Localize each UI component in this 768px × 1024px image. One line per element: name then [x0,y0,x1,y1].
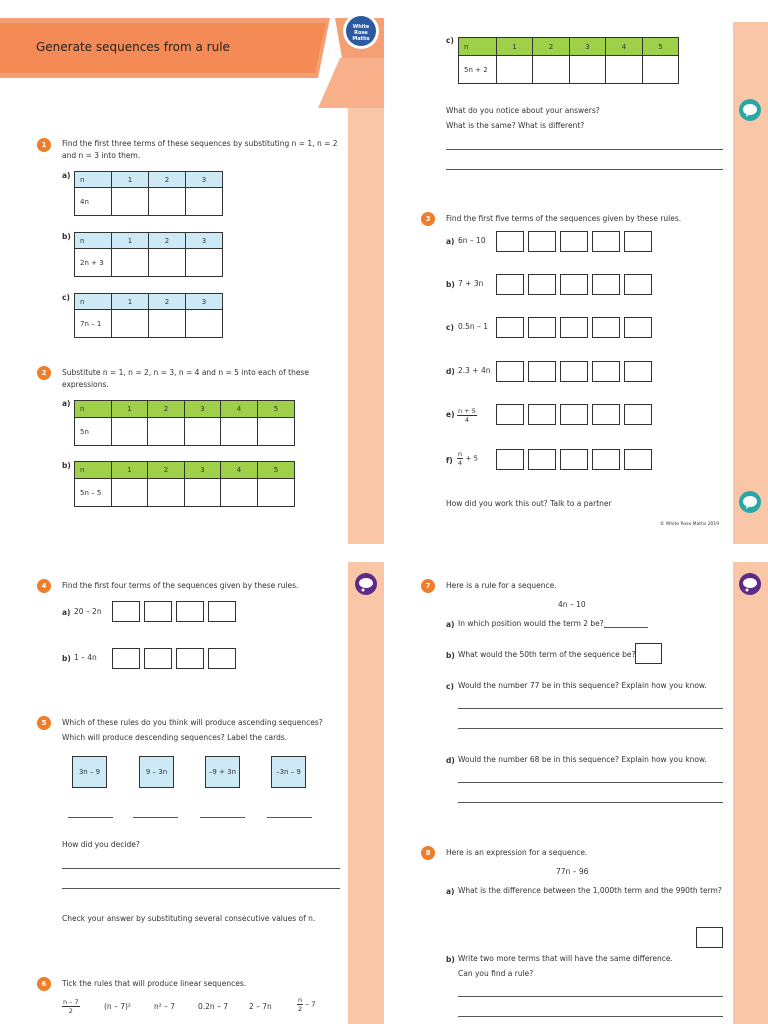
q1b-table [74,232,223,277]
answer-cell[interactable] [149,310,186,338]
q3-answer-box[interactable] [592,361,620,382]
answer-line[interactable] [458,996,723,997]
q2-notice-line2: What is the same? What is different? [446,121,585,130]
q8-text: Here is an expression for a sequence. [446,848,588,857]
q1c-label: c) [62,293,70,302]
card-label-line[interactable] [68,817,113,818]
header-cell: 3 [185,401,221,418]
white-rose-logo: White Rose Maths [352,24,370,42]
card-label-line[interactable] [200,817,245,818]
q3e-label: e) [446,410,455,419]
q1c-table [74,293,223,338]
q6-rule-1 [62,996,80,1015]
q3-answer-box[interactable] [592,231,620,252]
q7b-answer-box[interactable] [635,643,662,664]
q3-answer-box[interactable] [592,274,620,295]
header-cell: 3 [185,462,221,479]
question-number-1: 1 [37,138,51,152]
header-cell: 2 [149,172,186,188]
answer-cell[interactable] [112,479,148,507]
thought-bubble-icon [354,572,378,596]
answer-cell[interactable] [149,249,186,277]
q4-text: Find the first four terms of the sequences given by these rules. [62,581,299,590]
answer-cell[interactable] [148,418,185,446]
answer-line[interactable] [458,802,723,803]
q7a-answer-line[interactable] [604,627,648,628]
q4b-label: b) [62,654,71,663]
answer-cell[interactable] [185,418,221,446]
q3c-label: c) [446,323,454,332]
header-cell: n [459,38,497,56]
answer-cell[interactable] [643,56,679,84]
q3b-rule: 7 + 3n [458,279,484,288]
q4a-label: a) [62,608,71,617]
q7b-label: b) [446,651,455,660]
header-cell: n [75,462,112,479]
q1-text-line1: Find the first three terms of these sequences by substituting n = 1, n = 2 [62,139,338,148]
right-stripe-bottom-right-page [733,562,768,1024]
answer-cell[interactable] [533,56,570,84]
q3-answer-box[interactable] [528,231,556,252]
q8b-label: b) [446,955,455,964]
answer-line[interactable] [458,728,723,729]
q6-rule-6 [297,996,316,1013]
q2b-label: b) [62,461,71,470]
header-cell: 5 [258,462,295,479]
q3f-fraction [457,450,478,467]
rule-card[interactable]: 9 – 3n [139,756,174,788]
header-cell: 4 [606,38,643,56]
header-cell: 1 [112,462,148,479]
answer-cell[interactable] [186,188,223,216]
header-banner [0,0,384,110]
fraction-numerator: n [458,450,463,458]
answer-line[interactable] [62,868,340,869]
q3-answer-box[interactable] [496,274,524,295]
answer-line[interactable] [62,888,340,889]
q3-answer-box[interactable] [496,231,524,252]
fraction-denominator: 2 [68,1007,73,1015]
header-cell: 4 [221,401,258,418]
q8a-answer-box[interactable] [696,927,723,948]
rule-card[interactable]: –3n – 9 [271,756,306,788]
q7d-text: Would the number 68 be in this sequence? Explain how you know. [458,755,707,764]
q3-answer-box[interactable] [560,274,588,295]
answer-cell[interactable] [570,56,606,84]
q8-rule: 77n – 96 [556,867,589,876]
fraction-suffix: + 5 [465,454,478,463]
q7-text: Here is a rule for a sequence. [446,581,557,590]
speech-bubble-icon [738,490,762,514]
fraction-denominator: 4 [464,416,469,424]
page-title: Generate sequences from a rule [36,40,230,54]
q2a-table [74,400,295,446]
answer-cell[interactable] [186,249,223,277]
answer-cell[interactable] [258,418,295,446]
q1-text-line2: and n = 3 into them. [62,151,141,160]
rule-card[interactable]: –9 + 3n [205,756,240,788]
q4a-answer-box[interactable] [208,601,236,622]
q4b-answer-box[interactable] [176,648,204,669]
q3d-label: d) [446,367,455,376]
q3-answer-box[interactable] [624,449,652,470]
q3b-label: b) [446,280,455,289]
header-cell: 4 [221,462,258,479]
q3-answer-box[interactable] [624,274,652,295]
header-cell: 5 [258,401,295,418]
q4a-rule: 20 – 2n [74,607,102,616]
q3f-label: f) [446,456,453,465]
answer-cell[interactable] [497,56,533,84]
answer-cell[interactable] [112,310,149,338]
answer-cell[interactable] [112,188,149,216]
header-cell: 3 [186,294,223,310]
answer-line[interactable] [458,782,723,783]
q3-answer-box[interactable] [496,361,524,382]
q1a-label: a) [62,171,71,180]
q3-answer-box[interactable] [560,317,588,338]
card-label-line[interactable] [133,817,178,818]
header-cell: 1 [112,401,148,418]
question-number-6: 6 [37,977,51,991]
q3-answer-box[interactable] [560,449,588,470]
speech-bubble-icon [738,98,762,122]
q3-answer-box[interactable] [528,274,556,295]
header-cell: 3 [186,172,223,188]
question-number-3: 3 [421,212,435,226]
rule-cell: 5n [75,418,112,446]
q3-answer-box[interactable] [496,449,524,470]
q2c-table [458,37,679,84]
q2-text-line1: Substitute n = 1, n = 2, n = 3, n = 4 and n = 5 into each of these [62,368,309,377]
question-number-7: 7 [421,579,435,593]
q3-answer-box[interactable] [528,361,556,382]
q8a-text: What is the difference between the 1,000th term and the 990th term? [458,886,722,895]
rule-card[interactable]: 3n – 9 [72,756,107,788]
q4a-answer-box[interactable] [144,601,172,622]
q1a-table [74,171,223,216]
header-cell: 2 [149,294,186,310]
fraction-denominator: 4 [457,459,463,467]
answer-cell[interactable] [606,56,643,84]
q3-footer: How did you work this out? Talk to a partner [446,499,612,508]
q7c-label: c) [446,682,454,691]
q6-rule-2: (n – 7)² [104,1002,131,1011]
header-cell: 3 [186,233,223,249]
q3-answer-box[interactable] [592,404,620,425]
header-cell: 1 [112,172,149,188]
q3-answer-box[interactable] [624,361,652,382]
right-stripe-top-left-page [348,82,384,544]
header-cell: n [75,172,112,188]
header-cell: 2 [149,233,186,249]
q3d-rule: 2.3 + 4n [458,366,491,375]
q1b-label: b) [62,232,71,241]
answer-cell[interactable] [186,310,223,338]
q3-answer-box[interactable] [560,361,588,382]
q3a-label: a) [446,237,455,246]
q3-answer-box[interactable] [496,404,524,425]
q2-text-line2: expressions. [62,380,109,389]
q2c-label: c) [446,36,454,45]
q3-answer-box[interactable] [624,231,652,252]
answer-cell[interactable] [258,479,295,507]
question-number-5: 5 [37,716,51,730]
answer-cell[interactable] [221,418,258,446]
q7a-label: a) [446,620,455,629]
answer-cell[interactable] [221,479,258,507]
header-cell: 3 [570,38,606,56]
q3a-rule: 6n – 10 [458,236,486,245]
q7b-text: What would the 50th term of the sequence be? [458,650,636,659]
q5-decide: How did you decide? [62,840,140,849]
q3-answer-box[interactable] [528,449,556,470]
q6-rule-3: n² – 7 [154,1002,176,1011]
header-cell: 1 [112,233,149,249]
card-label-line[interactable] [267,817,312,818]
q7c-text: Would the number 77 be in this sequence? Explain how you know. [458,681,707,690]
q7-rule: 4n – 10 [558,600,586,609]
q4a-answer-box[interactable] [112,601,140,622]
header-cell: 2 [148,462,185,479]
rule-cell: 5n + 2 [459,56,497,84]
header-cell: n [75,233,112,249]
header-cell: n [75,294,112,310]
q7a-text: In which position would the term 2 be? [458,619,604,628]
q3-answer-box[interactable] [592,449,620,470]
q5-text-line1: Which of these rules do you think will produce ascending sequences? [62,718,323,727]
answer-cell[interactable] [185,479,221,507]
q3-answer-box[interactable] [592,317,620,338]
q3-answer-box[interactable] [496,317,524,338]
q3e-fraction [457,405,477,424]
question-number-2: 2 [37,366,51,380]
answer-line[interactable] [446,149,723,150]
q3-text: Find the first five terms of the sequences given by these rules. [446,214,682,223]
q3c-rule: 0.5n – 1 [458,322,488,331]
q3-answer-box[interactable] [528,404,556,425]
answer-cell[interactable] [148,479,185,507]
q8a-label: a) [446,887,455,896]
q4a-answer-box[interactable] [176,601,204,622]
q3-answer-box[interactable] [624,404,652,425]
header-cell: 1 [112,294,149,310]
answer-cell[interactable] [112,249,149,277]
q3-answer-box[interactable] [560,404,588,425]
fraction-numerator: n – 7 [63,998,79,1006]
q4b-answer-box[interactable] [144,648,172,669]
rule-cell: 5n – 5 [75,479,112,507]
q2b-table [74,461,295,507]
rule-cell: 2n + 3 [75,249,112,277]
header-cell: 5 [643,38,679,56]
rule-cell: 4n [75,188,112,216]
fraction-numerator: n + 5 [458,407,476,415]
q2a-label: a) [62,399,71,408]
question-number-4: 4 [37,579,51,593]
question-number-8: 8 [421,846,435,860]
q5-text-line2: Which will produce descending sequences? Label the cards. [62,733,288,742]
q6-rule-4: 0.2n – 7 [198,1002,228,1011]
q6-rule-5: 2 – 7n [249,1002,272,1011]
copyright: © White Rose Maths 2019 [660,522,720,527]
thought-bubble-icon [738,572,762,596]
q4b-answer-box[interactable] [112,648,140,669]
q8b-followup: Can you find a rule? [458,969,534,978]
fraction-denominator: 2 [297,1005,303,1013]
q4b-rule: 1 – 4n [74,653,97,662]
q8b-text: Write two more terms that will have the same difference. [458,954,673,963]
answer-line[interactable] [458,1016,723,1017]
answer-cell[interactable] [112,418,148,446]
q3-answer-box[interactable] [528,317,556,338]
answer-line[interactable] [458,708,723,709]
header-cell: 2 [148,401,185,418]
answer-cell[interactable] [149,188,186,216]
q3-answer-box[interactable] [560,231,588,252]
fraction-numerator: n [298,996,303,1004]
q5-check: Check your answer by substituting several consecutive values of n. [62,914,316,923]
q6-text: Tick the rules that will produce linear sequences. [62,979,247,988]
q7d-label: d) [446,756,455,765]
header-cell: 2 [533,38,570,56]
header-cell: 1 [497,38,533,56]
fraction-suffix: – 7 [305,1000,316,1009]
answer-line[interactable] [446,169,723,170]
rule-cell: 7n – 1 [75,310,112,338]
q3-answer-box[interactable] [624,317,652,338]
q2-notice-line1: What do you notice about your answers? [446,106,600,115]
q4b-answer-box[interactable] [208,648,236,669]
header-cell: n [75,401,112,418]
right-stripe-bottom-left-page [348,562,384,1024]
